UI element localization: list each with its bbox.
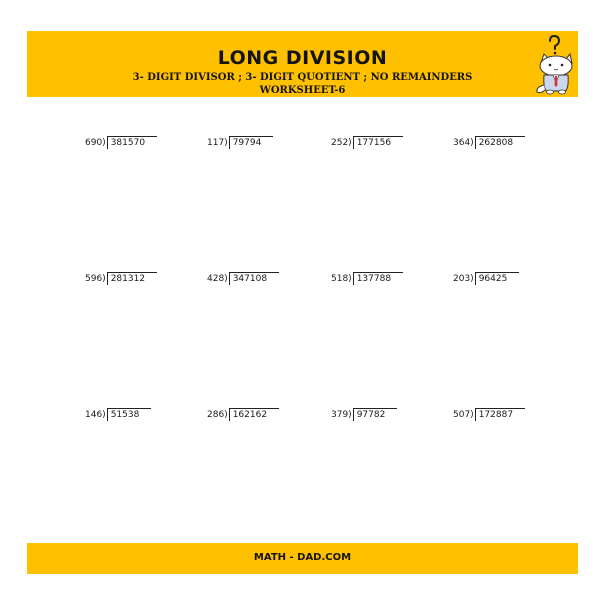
divisor: 286) [207,410,228,420]
divisor: 379) [331,410,352,420]
division-problem-10 [207,408,279,421]
division-problem-2 [207,136,273,149]
worksheet-subtitle: 3- DIGIT DIVISOR ; 3- DIGIT QUOTIENT ; NO REMAINDERS [132,72,473,83]
dividend: 79794 [229,136,274,149]
divisor: 507) [453,410,474,420]
dividend: 137788 [353,272,403,285]
dividend: 177156 [353,136,403,149]
divisor: 203) [453,274,474,284]
header-banner [27,31,578,97]
divisor: 596) [85,274,106,284]
dividend: 162162 [229,408,279,421]
division-problem-6 [207,272,279,285]
dividend: 97782 [353,408,398,421]
dividend: 262808 [475,136,525,149]
dividend: 347108 [229,272,279,285]
dividend: 281312 [107,272,157,285]
division-problem-7 [331,272,403,285]
division-problem-11 [331,408,397,421]
dividend: 51538 [107,408,152,421]
division-problem-1 [85,136,157,149]
division-problem-3 [331,136,403,149]
worksheet-number: WORKSHEET-6 [259,85,346,96]
divisor: 518) [331,274,352,284]
dividend: 172887 [475,408,525,421]
dividend: 96425 [475,272,520,285]
cat-with-question-mark-icon [531,33,577,95]
footer-banner [27,543,578,574]
division-problem-4 [453,136,525,149]
divisor: 428) [207,274,228,284]
footer-site-name: MATH - DAD.COM [253,552,352,563]
worksheet-title: LONG DIVISION [217,47,388,69]
division-problem-5 [85,272,157,285]
divisor: 364) [453,138,474,148]
division-problem-12 [453,408,525,421]
dividend: 381570 [107,136,157,149]
divisor: 690) [85,138,106,148]
division-problem-9 [85,408,151,421]
divisor: 146) [85,410,106,420]
divisor: 252) [331,138,352,148]
divisor: 117) [207,138,228,148]
division-problem-8 [453,272,519,285]
